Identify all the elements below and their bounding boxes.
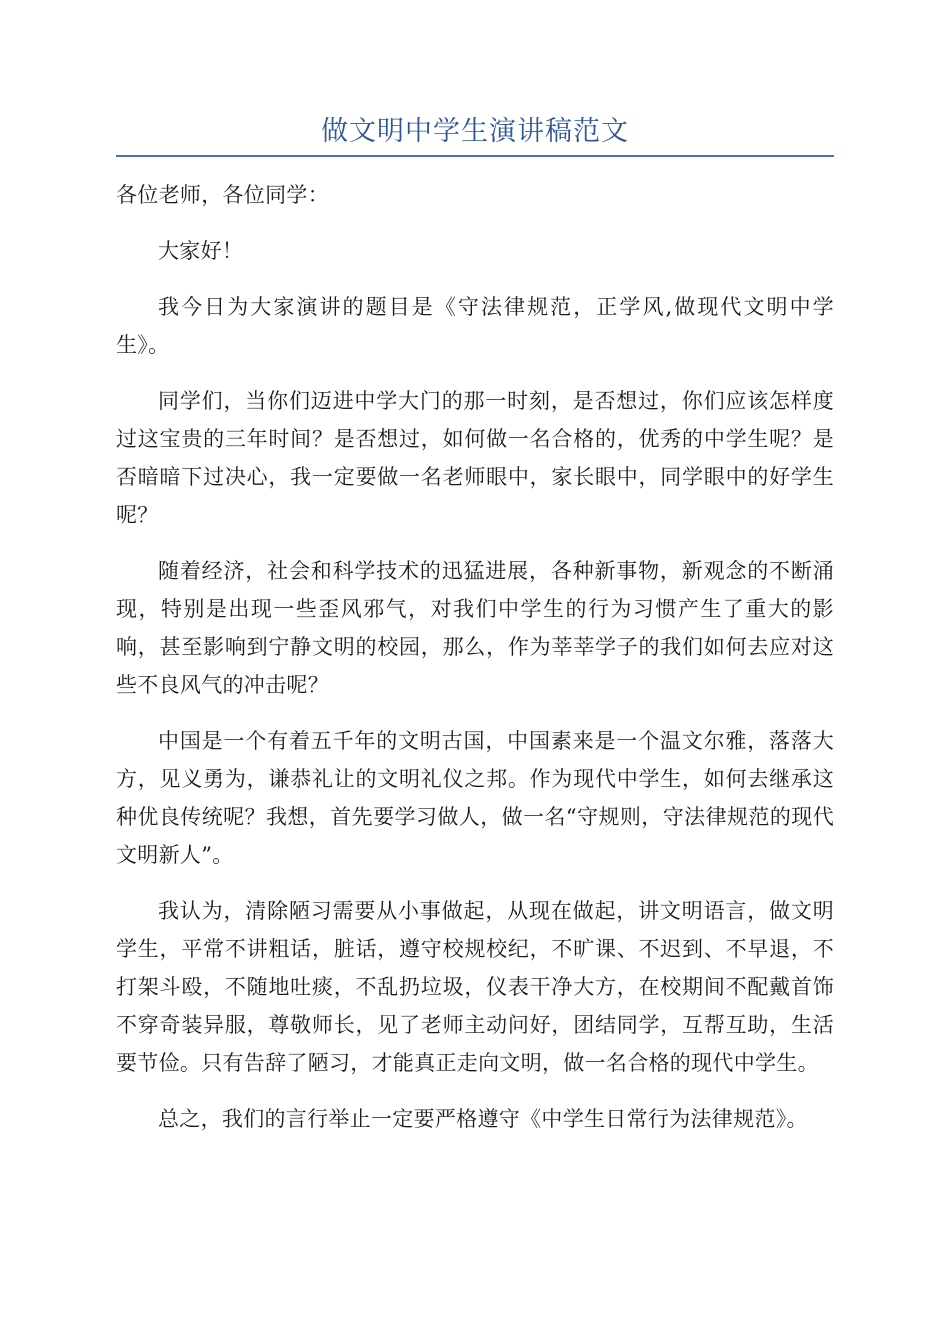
paragraph-start-small: 我认为，清除陋习需要从小事做起，从现在做起，讲文明语言，做文明学生，平常不讲粗话，脏话，遵守校规校纪，不旷课、不迟到、不早退，不打架斗殴，不随地吐痰，不乱扔垃圾，仪表干净大方，在校期间不配戴首饰不穿奇装异服，尊敬师长，见了老师主动问好，团结同学，互帮互助，生活要节俭。只有告辞了陋习，才能真正走向文明，做一名合格的现代中学生。 [116,899,834,1075]
title-underline [116,155,834,157]
paragraph-greeting: 大家好！ [158,239,244,263]
document-body [116,176,834,1156]
paragraph-questions: 同学们，当你们迈进中学大门的那一时刻，是否想过，你们应该怎样度过这宝贵的三年时间？是否想过，如何做一名合格的，优秀的中学生呢？是否暗暗下过决心，我一定要做一名老师眼中，家长眼中，同学眼中的好学生呢？ [116,389,834,527]
paragraph-social-influence: 随着经济，社会和科学技术的迅猛进展，各种新事物，新观念的不断涌现，特别是出现一些歪风邪气，对我们中学生的行为习惯产生了重大的影响，甚至影响到宁静文明的校园，那么，作为莘莘学子的我们如何去应对这些不良风气的冲击呢？ [116,559,834,697]
paragraph-topic: 我今日为大家演讲的题目是《守法律规范，正学风,做现代文明中学生》。 [116,295,834,357]
page-title: 做文明中学生演讲稿范文 [321,116,629,147]
paragraph-tradition: 中国是一个有着五千年的文明古国，中国素来是一个温文尔雅，落落大方，见义勇为，谦恭礼让的文明礼仪之邦。作为现代中学生，如何去继承这种优良传统呢？我想，首先要学习做人，做一名“守规则，守法律规范的现代文明新人”。 [116,729,834,867]
salutation: 各位老师，各位同学： [116,183,329,207]
paragraph-conclusion: 总之，我们的言行举止一定要严格遵守《中学生日常行为法律规范》。 [158,1107,808,1131]
